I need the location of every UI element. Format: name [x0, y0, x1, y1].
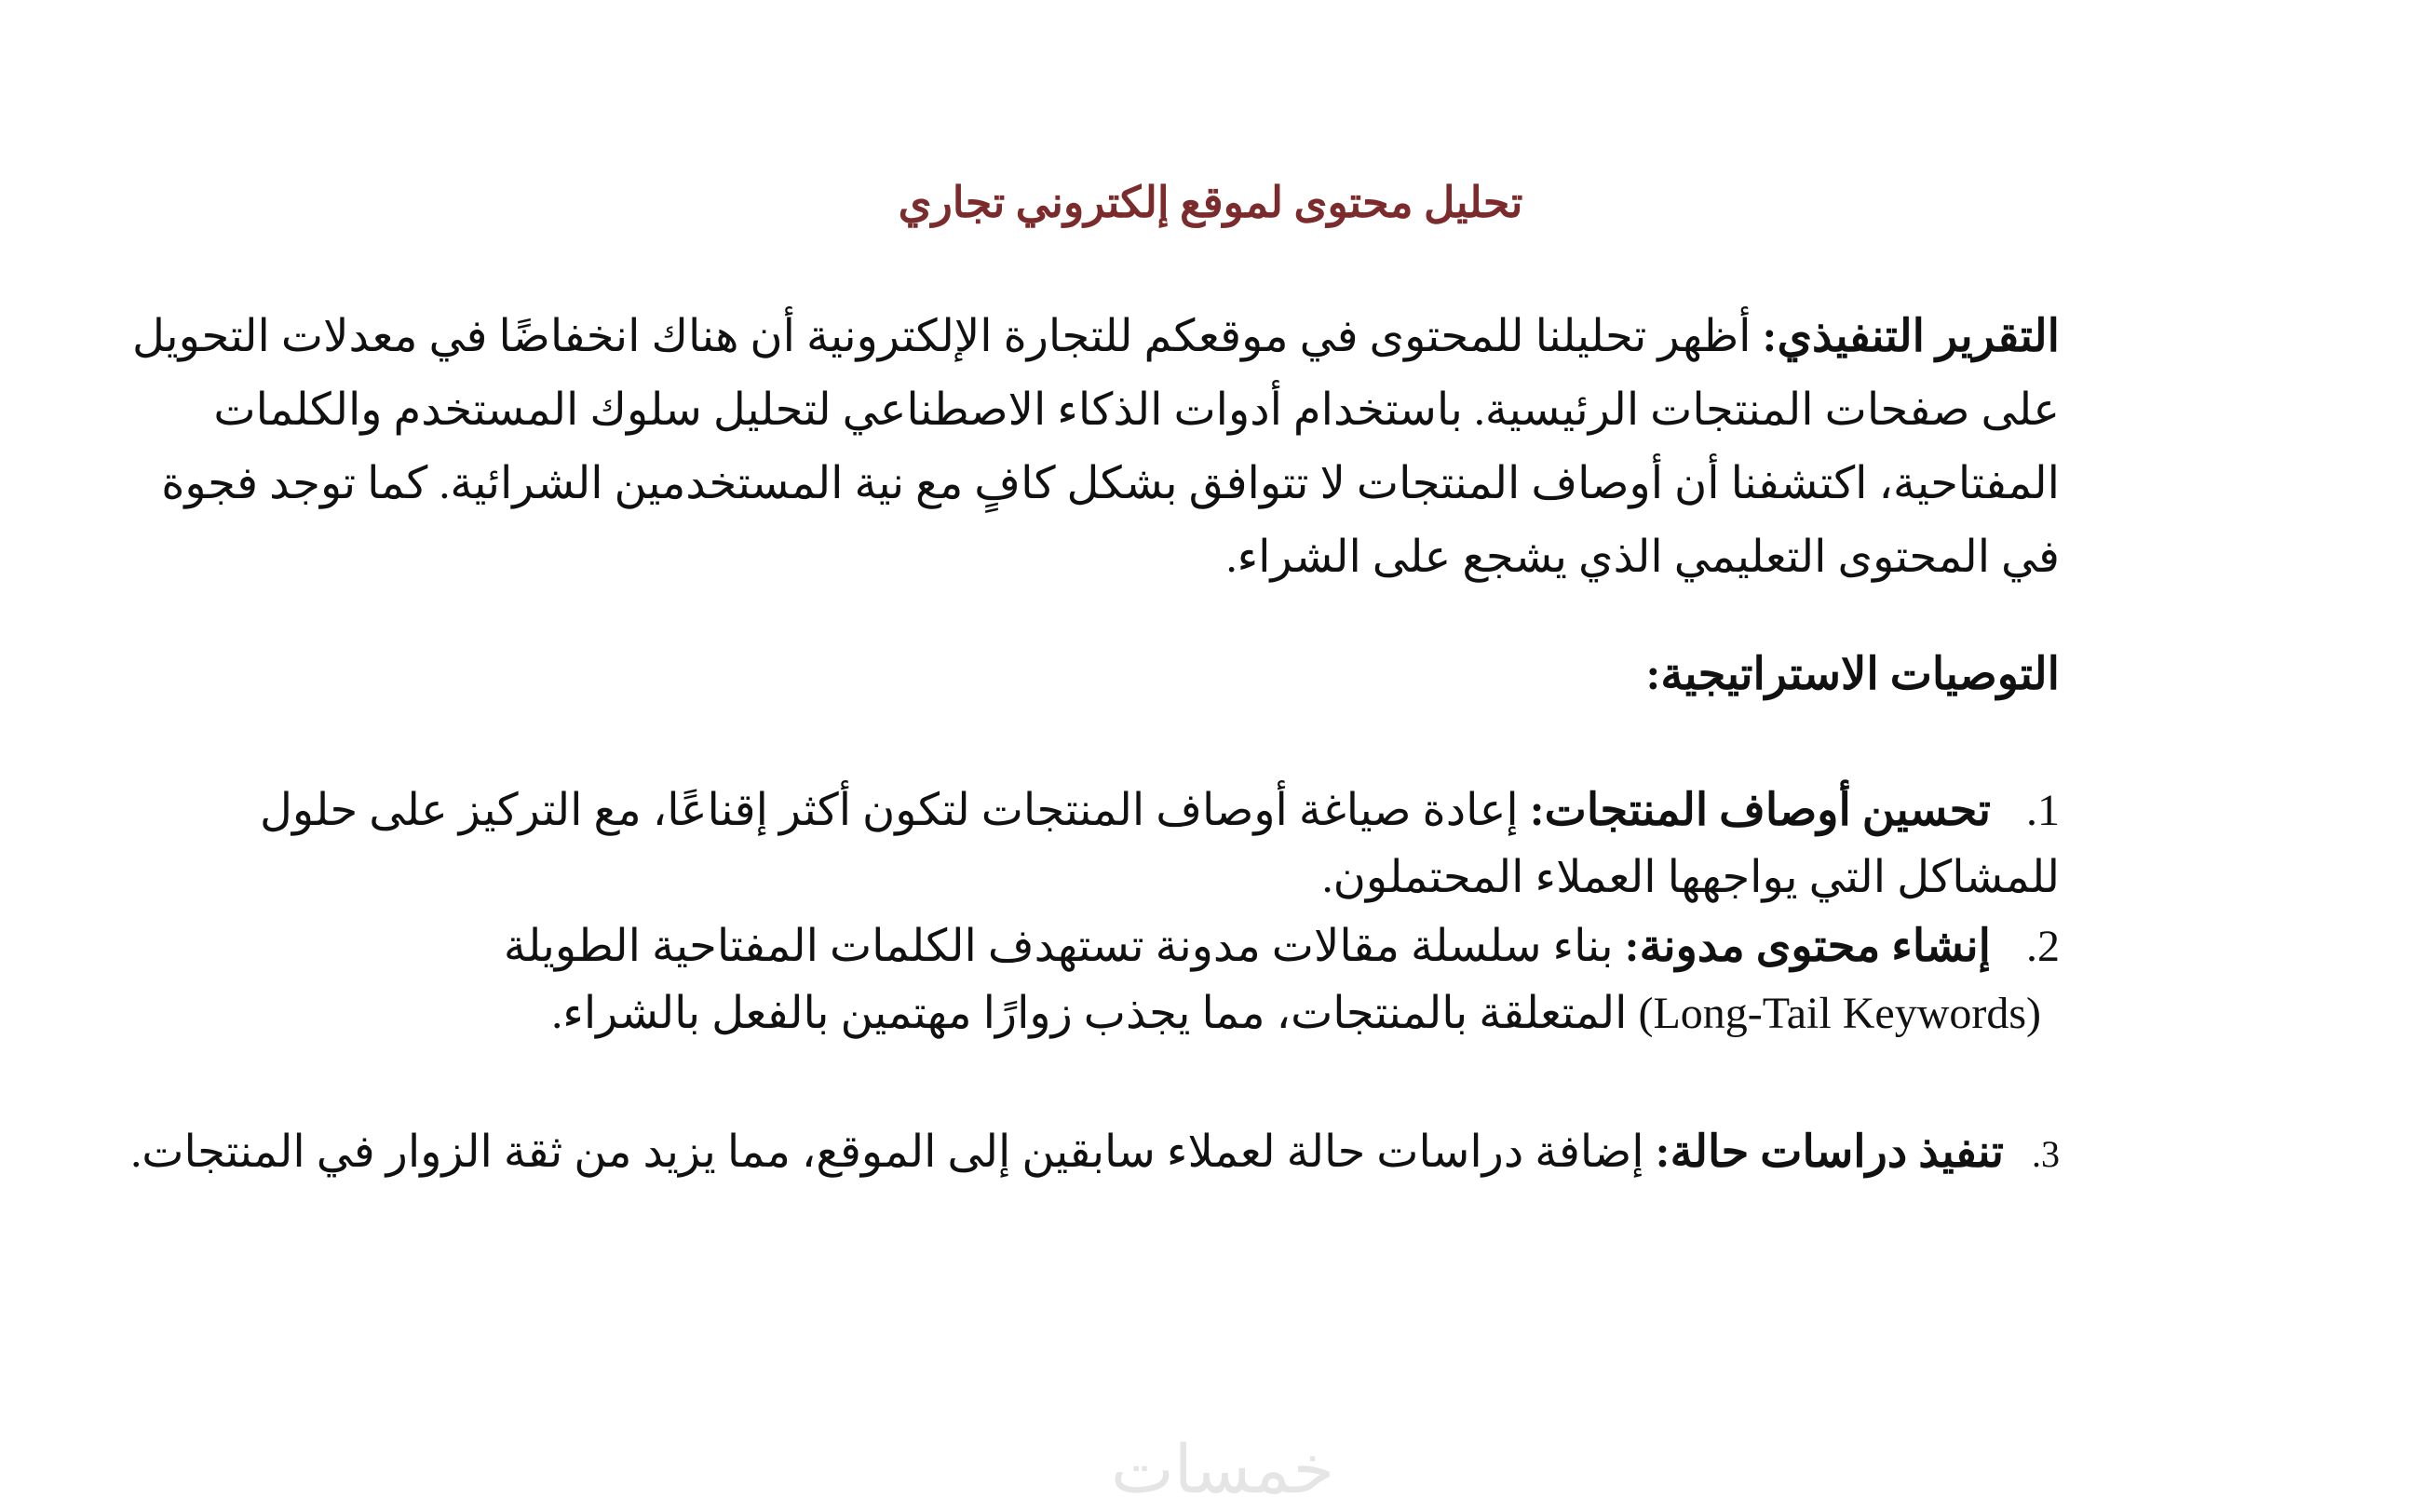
executive-summary-label: التقرير التنفيذي: — [1762, 312, 2060, 361]
recommendation-item — [104, 1119, 2060, 1188]
recommendation-number: 1. — [2026, 786, 2060, 835]
document-title: تحليل محتوى لموقع إلكتروني تجاري — [898, 179, 1523, 226]
recommendation-text: إعادة صياغة أوصاف المنتجات لتكون أكثر إقناعًا، مع التركيز على حلول للمشاكل التي يواجهها العملاء المحتملون. — [259, 786, 2060, 902]
recommendation-item — [104, 913, 2060, 1047]
recommendation-title: تنفيذ دراسات حالة: — [1655, 1127, 2004, 1177]
english-keyword-term: (Long-Tail Keywords) — [1638, 989, 2041, 1038]
executive-summary-body: أظهر تحليلنا للمحتوى في موقعكم للتجارة الإلكترونية أن هناك انخفاضًا في معدلات التحويل على صفحات المنتجات الرئيسية. باستخدام أدوات الذكاء الاصطناعي لتحليل سلوك المستخدم والكلمات المفتاحية، اكتشفنا أن أوصاف المنتجات لا تتوافق بشكل كافٍ مع نية المستخدمين الشرائية. كما توجد فجوة في المحتوى التعليمي الذي يشجع على الشراء. — [131, 312, 2060, 582]
executive-summary-paragraph — [104, 300, 2060, 594]
recommendation-text: إضافة دراسات حالة لعملاء سابقين إلى الموقع، مما يزيد من ثقة الزوار في المنتجات. — [130, 1127, 1644, 1177]
recommendation-number: 2. — [2026, 922, 2060, 971]
watermark-logo: خمسات — [1110, 1430, 1335, 1508]
recommendation-title: تحسين أوصاف المنتجات: — [1529, 786, 1991, 835]
recommendation-text: بناء سلسلة مقالات مدونة تستهدف الكلمات المفتاحية الطويلة — [503, 922, 1614, 971]
recommendation-number: 3. — [2032, 1133, 2060, 1175]
recommendation-item — [104, 777, 2060, 911]
recommendation-text-continued: المتعلقة بالمنتجات، مما يجذب زوارًا مهتمين بالفعل بالشراء. — [551, 989, 1628, 1038]
recommendations-heading: التوصيات الاستراتيجية: — [1645, 650, 2060, 699]
recommendation-title: إنشاء محتوى مدونة: — [1624, 922, 1991, 971]
